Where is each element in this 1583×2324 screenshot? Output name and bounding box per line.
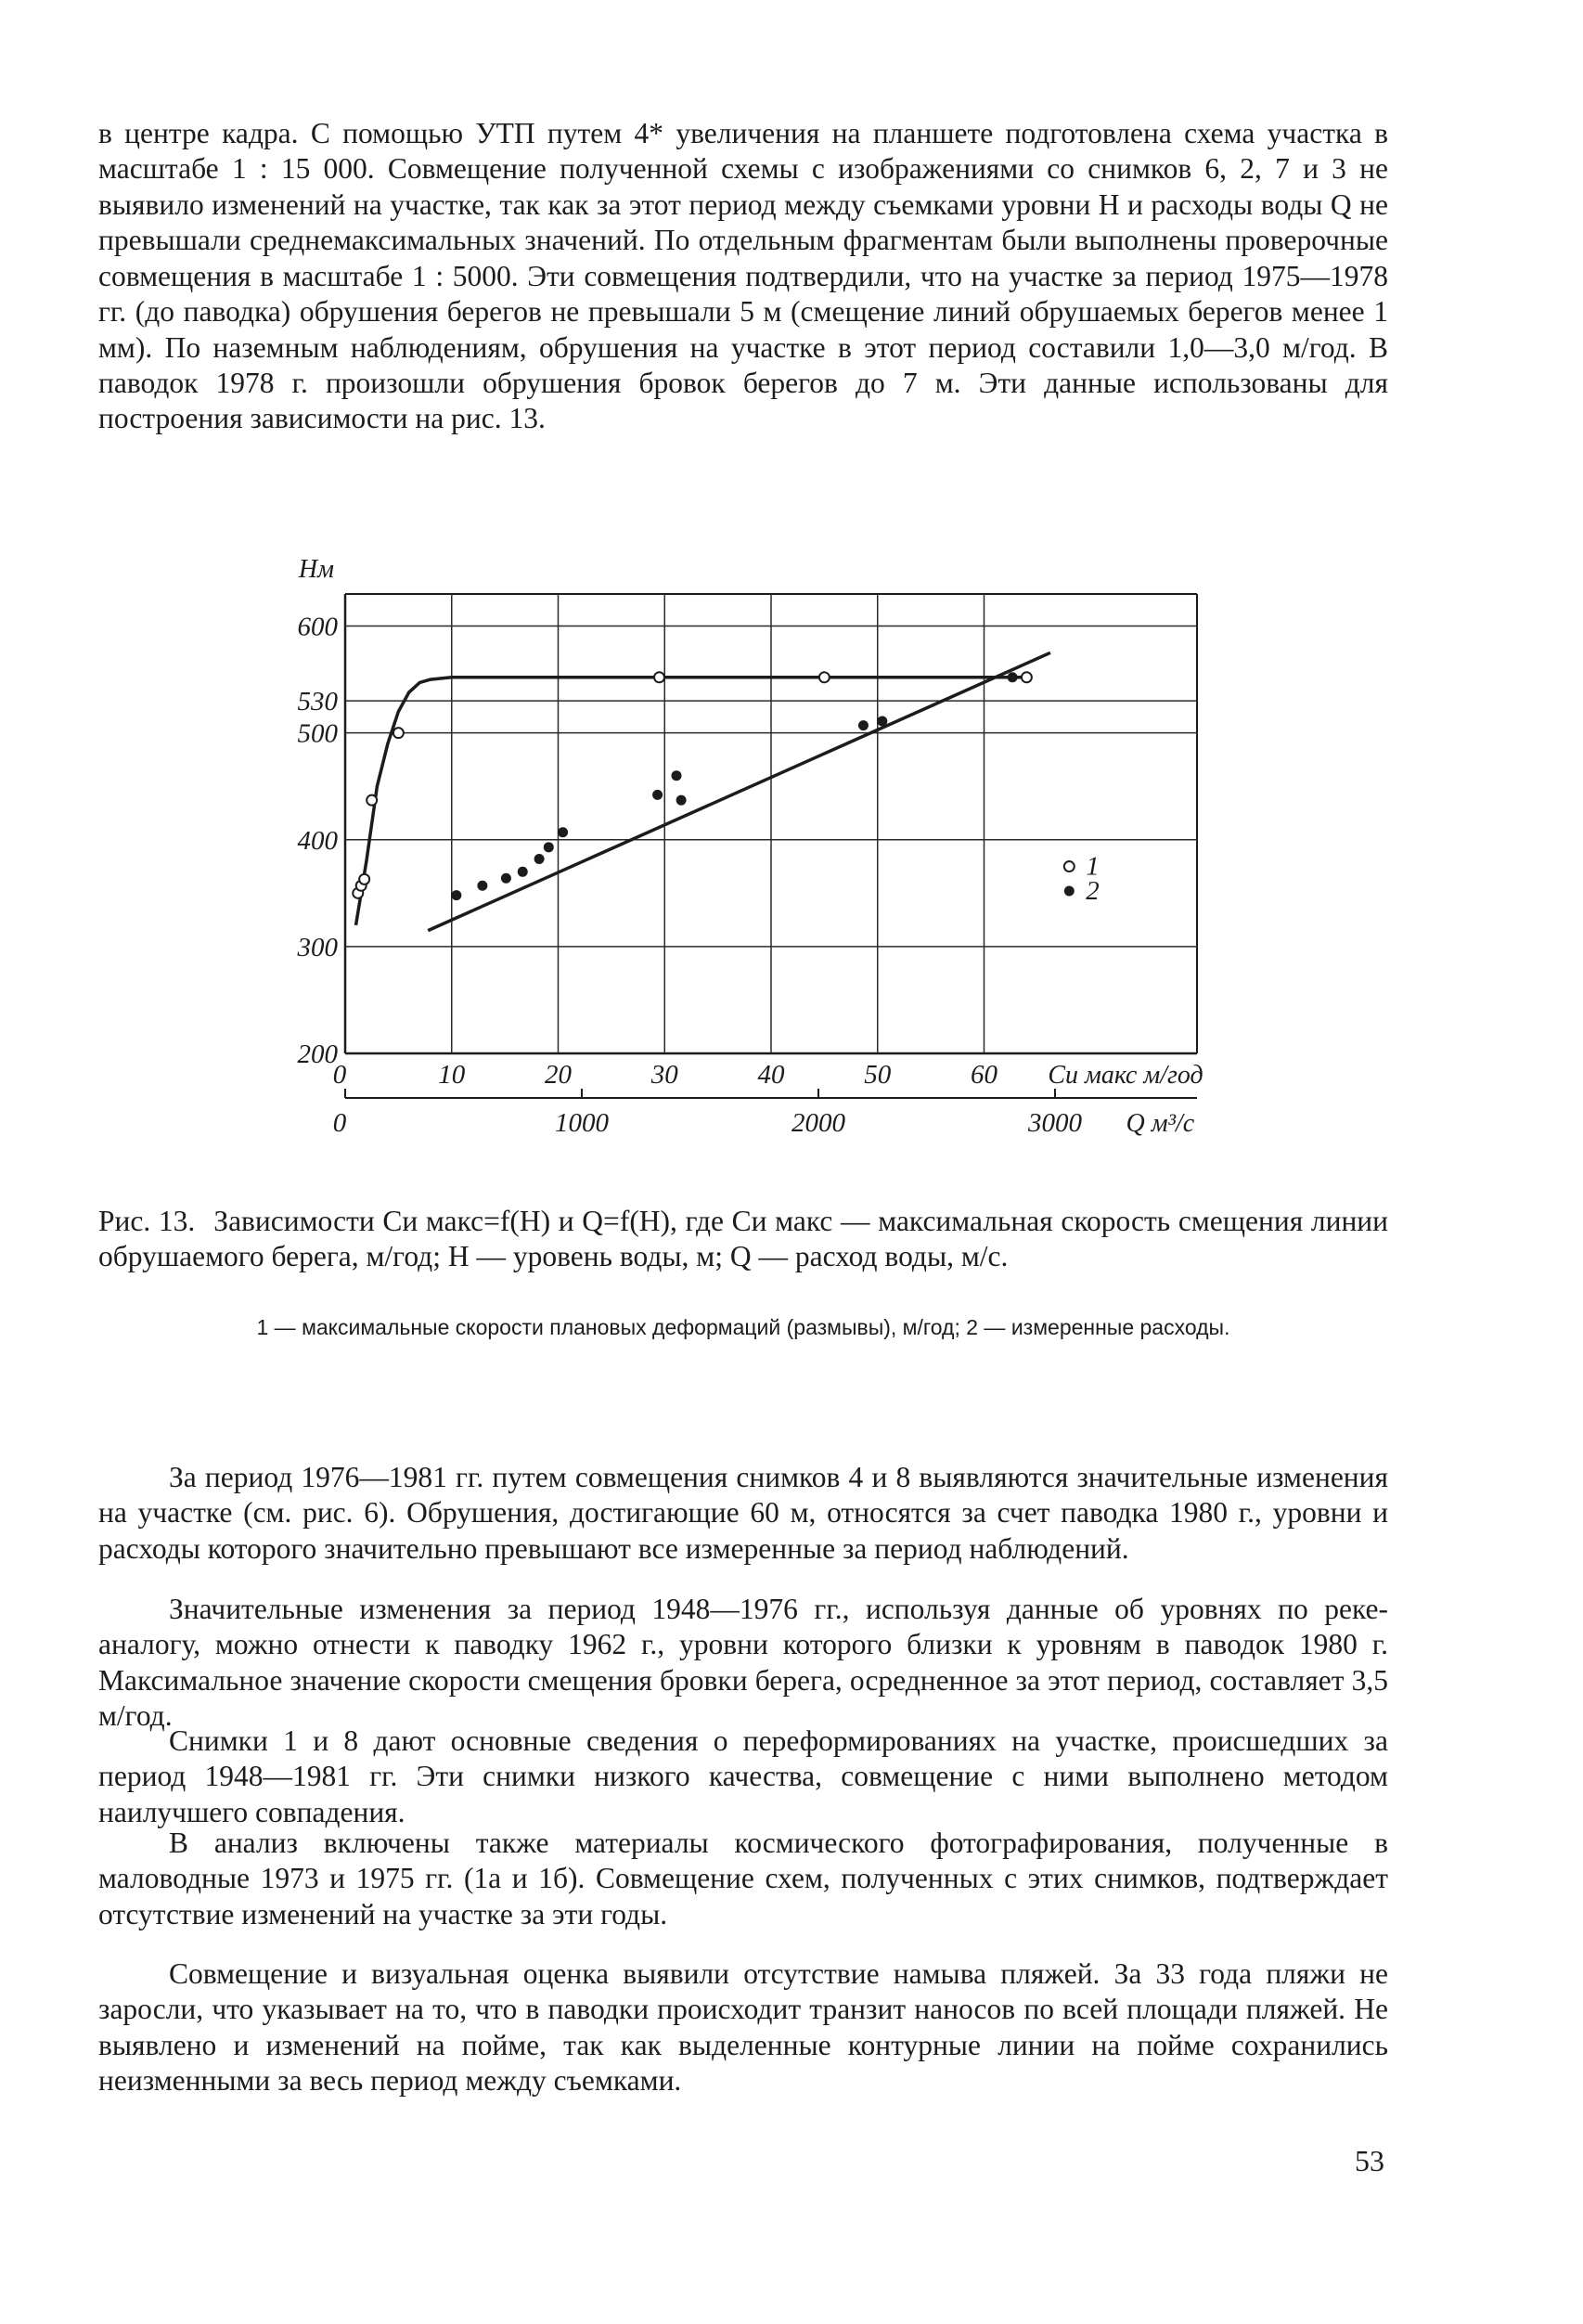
y-tick-label: 400 — [297, 825, 338, 856]
x-bottom-tick-label: 2000 — [792, 1108, 845, 1138]
x-top-axis-label: Cи макс м/год — [1048, 1061, 1203, 1090]
legend-marker-1 — [1064, 861, 1075, 872]
x-bottom-tick-label: 0 — [332, 1108, 347, 1138]
legend-label-1: 1 — [1086, 851, 1100, 882]
x-top-tick-label: 60 — [971, 1060, 997, 1090]
figure-13 — [232, 548, 1216, 1165]
series-2-point — [477, 881, 487, 891]
body-paragraph-6: Совмещение и визуальная оценка выявили отсутствие намыва пляжей. За 33 года пляжи не заросли, что указывает на то, что в паводки происходит транзит наносов по всей площади пляжей. Не выявлено и изменений на пойме, так как выделенные контурные линии на пойме сохранились неизменными за весь период между съемками. — [98, 1957, 1388, 2098]
series-1-point — [654, 672, 664, 682]
series-2-point — [672, 770, 682, 781]
series-2-point — [877, 716, 887, 726]
series-2-point — [518, 867, 528, 877]
series-1-point — [367, 795, 377, 806]
legend-marker-2 — [1064, 886, 1075, 897]
figure-legend-note: 1 — максимальные скорости плановых деформаций (размывы), м/год; 2 — измеренные расходы. — [256, 1315, 1230, 1339]
series-1-point — [359, 874, 369, 884]
x-top-tick-label: 40 — [757, 1060, 785, 1090]
body-paragraph-1: в центре кадра. С помощью УТП путем 4* увеличения на планшете подготовлена схема участка в масштабе 1 : 15 000. Совмещение полученной схемы с изображениями со снимков 6, 2, 7 и 3 не выявило изменений на участке, так как за этот период между съемками уровни H и расходы воды Q не превышали среднемаксимальных значений. По отдельным фрагментам были выполнены проверочные совмещения в масштабе 1 : 5000. Эти совмещения подтвердили, что на участке за период 1975—1978 гг. (до паводка) обрушения берегов не превышали 5 м (смещение линий обрушаемых берегов менее 1 мм). По наземным наблюдениям, обрушения на участке в этот период составили 1,0—3,0 м/год. В паводок 1978 г. произошли обрушения бровок берегов до 7 м. Эти данные использованы для построения зависимости на рис. 13. — [98, 117, 1388, 435]
series-2-line — [428, 652, 1050, 930]
x-bottom-tick-label: 1000 — [555, 1108, 609, 1138]
body-paragraph-2: За период 1976—1981 гг. путем совмещения снимков 4 и 8 выявляются значительные изменения на участке (см. рис. 6). Обрушения, достигающие 60 м, относятся за счет паводка 1980 г., уровни и расходы которого значительно превышают все измеренные за период наблюдений. — [98, 1461, 1388, 1565]
body-paragraph-5: В анализ включены также материалы космического фотографирования, полученные в маловодные 1973 и 1975 гг. (1а и 1б). Совмещение схем, полученных с этих снимков, подтверждает отсутствие изменений на участке за эти годы. — [98, 1827, 1388, 1930]
y-tick-label: 200 — [297, 1039, 338, 1069]
series-2-point — [534, 854, 545, 864]
x-top-tick-label: 20 — [545, 1060, 572, 1090]
legend-label-2: 2 — [1086, 876, 1100, 907]
chart-plot — [232, 548, 1216, 1165]
y-tick-label: 530 — [297, 687, 338, 717]
series-2-point — [1008, 672, 1018, 682]
x-top-tick-label: 0 — [332, 1060, 347, 1090]
figure-label: Рис. 13. — [98, 1205, 196, 1237]
figure-caption — [98, 1204, 1388, 1275]
series-1-curve — [356, 678, 1027, 925]
series-2-point — [652, 790, 663, 800]
series-2-point — [676, 795, 687, 806]
x-top-tick-label: 50 — [864, 1060, 892, 1090]
x-bottom-tick-label: 3000 — [1028, 1108, 1082, 1138]
figure-caption-text: Зависимости Cи макс=f(H) и Q=f(H), где Cи макс — максимальная скорость смещения линии обрушаемого берега, м/год; H — уровень воды, м; Q — расход воды, м/с. — [98, 1205, 1389, 1273]
y-tick-label: 500 — [297, 718, 338, 749]
y-tick-label: 300 — [297, 932, 338, 962]
body-paragraph-3: Значительные изменения за период 1948—1976 гг., используя данные об уровнях по реке-аналогу, можно отнести к паводку 1962 г., уровни которого близки к уровням в паводок 1980 г. Максимальное значение скорости смещения бровки берега, осредненное за этот период, составляет 3,5 м/год. — [98, 1593, 1388, 1733]
series-1-point — [1022, 672, 1032, 682]
series-1-point — [819, 672, 830, 682]
body-paragraph-4: Снимки 1 и 8 дают основные сведения о переформированиях на участке, происшедших за период 1948—1981 гг. Эти снимки низкого качества, совмещение с ними выполнено методом наилучшего совпадения. — [98, 1724, 1388, 1828]
x-top-tick-label: 30 — [650, 1060, 678, 1090]
x-bottom-axis-label: Q м³/с — [1126, 1109, 1195, 1138]
series-2-point — [858, 720, 869, 730]
series-2-point — [451, 890, 461, 900]
series-2-point — [558, 827, 568, 837]
page-number: 53 — [1355, 2144, 1384, 2177]
series-2-point — [501, 873, 511, 884]
y-axis-label: Нм — [298, 555, 334, 584]
x-top-tick-label: 10 — [438, 1060, 466, 1090]
y-tick-label: 600 — [297, 612, 338, 642]
series-2-point — [544, 842, 554, 852]
series-1-point — [393, 728, 404, 738]
